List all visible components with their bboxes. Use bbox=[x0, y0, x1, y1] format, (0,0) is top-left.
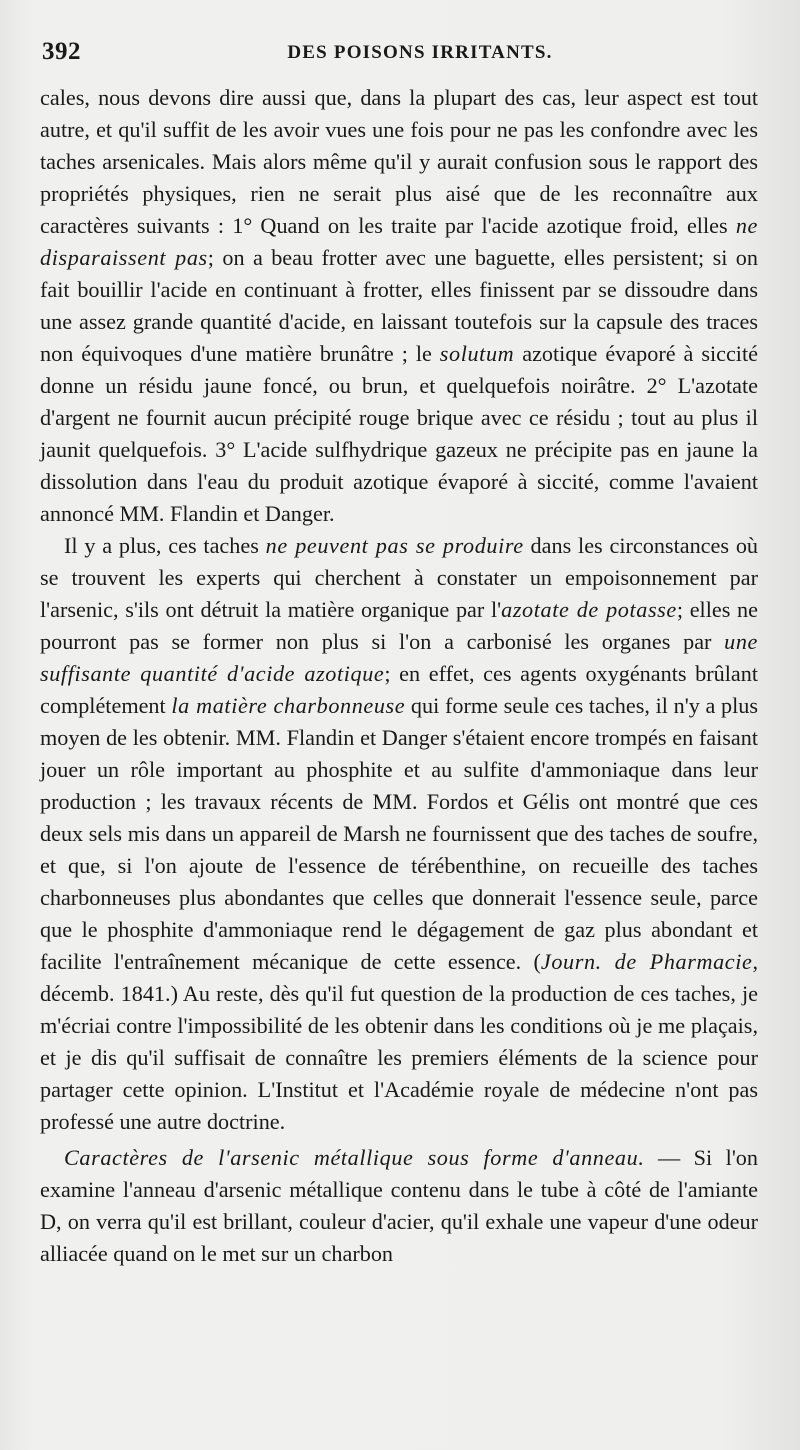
text-run: cales, nous devons dire aussi que, dans la plupart des cas, leur aspect est tout autre, et qu'il suffit de les avoir vues une fois pour ne pas les confondre avec les taches arsenicales. Mais alors même qu'il y aurait confusion sous le rapport des propriétés physiques, rien ne serait plus aisé que de les reconnaître aux caractères suivants : 1° Quand on les traite par l'acide azotique froid, elles bbox=[40, 85, 758, 238]
text-run: ; elles ne pourront pas se former non plus si l'on a carbonisé les organes par bbox=[40, 597, 758, 654]
italic-run: azotate de potasse bbox=[501, 597, 677, 622]
text-run: — Si l'on examine l'anneau d'arsenic métallique contenu dans le tube à côté de l'amiante D, on verra qu'il est brillant, couleur d'acier, qu'il exhale une vapeur d'une odeur alliacée quand on le met sur un charbon bbox=[40, 1145, 758, 1266]
paragraph-1 bbox=[40, 82, 758, 530]
italic-run: ne disparaissent pas bbox=[40, 213, 758, 270]
italic-run: ne peuvent pas se produire bbox=[265, 533, 524, 558]
paragraph-2 bbox=[40, 530, 758, 1138]
text-run: dans les circonstances où se trouvent les experts qui cherchent à constater un empoisonnement par l'arsenic, s'ils ont détruit la matière organique par l' bbox=[40, 533, 759, 622]
text-run: ; en effet, ces agents oxygénants brûlant complétement bbox=[40, 661, 758, 718]
page-header bbox=[40, 38, 760, 72]
italic-run: Caractères de l'arsenic métallique sous forme d'anneau. bbox=[64, 1145, 645, 1170]
italic-run: solutum bbox=[439, 341, 515, 366]
text-run: qui forme seule ces taches, il n'y a plus moyen de les obtenir. MM. Flandin et Danger s'étaient encore trompés en faisant jouer un rôle important au phosphite et au sulfite d'ammoniaque dans leur production ; les travaux récents de MM. Fordos et Gélis ont montré que ces deux sels mis dans un appareil de Marsh ne fournissent que des taches de soufre, et que, si l'on ajoute de l'essence de térébenthine, on recueille des taches charbonneuses plus abondantes que celles que donnerait l'essence seule, parce que le phosphite d'ammoniaque rend le dégagement de gaz plus abondant et facilite l'entraînement mécanique de cette essence. ( bbox=[40, 693, 758, 974]
italic-run: Journ. de Pharmacie bbox=[540, 949, 753, 974]
page-number: 392 bbox=[42, 38, 81, 65]
text-run: , décemb. 1841.) Au reste, dès qu'il fut question de la production de ces taches, je m'écriai contre l'impossibilité de les obtenir dans les conditions où je me plaçais, et je dis qu'il suffisait de connaître les premiers éléments de la science pour partager cette opinion. L'Institut et l'Académie royale de médecine n'ont pas professé une autre doctrine. bbox=[40, 949, 758, 1134]
body-text bbox=[40, 82, 758, 1270]
text-run: Il y a plus, ces taches bbox=[64, 533, 266, 558]
running-title: DES POISONS IRRITANTS. bbox=[287, 42, 553, 63]
text-run: ; on a beau frotter avec une baguette, elles persistent; si on fait bouillir l'acide en continuant à frotter, elles finissent par se dissoudre dans une assez grande quantité d'acide, en laissant toutefois sur la capsule des traces non équivoques d'une matière brunâtre ; le bbox=[40, 245, 758, 366]
italic-run: une suffisante quantité d'acide azotique bbox=[40, 629, 758, 686]
text-run: azotique évaporé à siccité donne un résidu jaune foncé, ou brun, et quelquefois noirâtre. 2° L'azotate d'argent ne fournit aucun précipité rouge brique avec ce résidu ; tout au plus il jaunit quelquefois. 3° L'acide sulfhydrique gazeux ne précipite pas en jaune la dissolution dans l'eau du produit azotique évaporé à siccité, comme l'avaient annoncé MM. Flandin et Danger. bbox=[40, 341, 758, 526]
italic-run: la matière charbonneuse bbox=[171, 693, 406, 718]
paragraph-3 bbox=[40, 1142, 758, 1270]
